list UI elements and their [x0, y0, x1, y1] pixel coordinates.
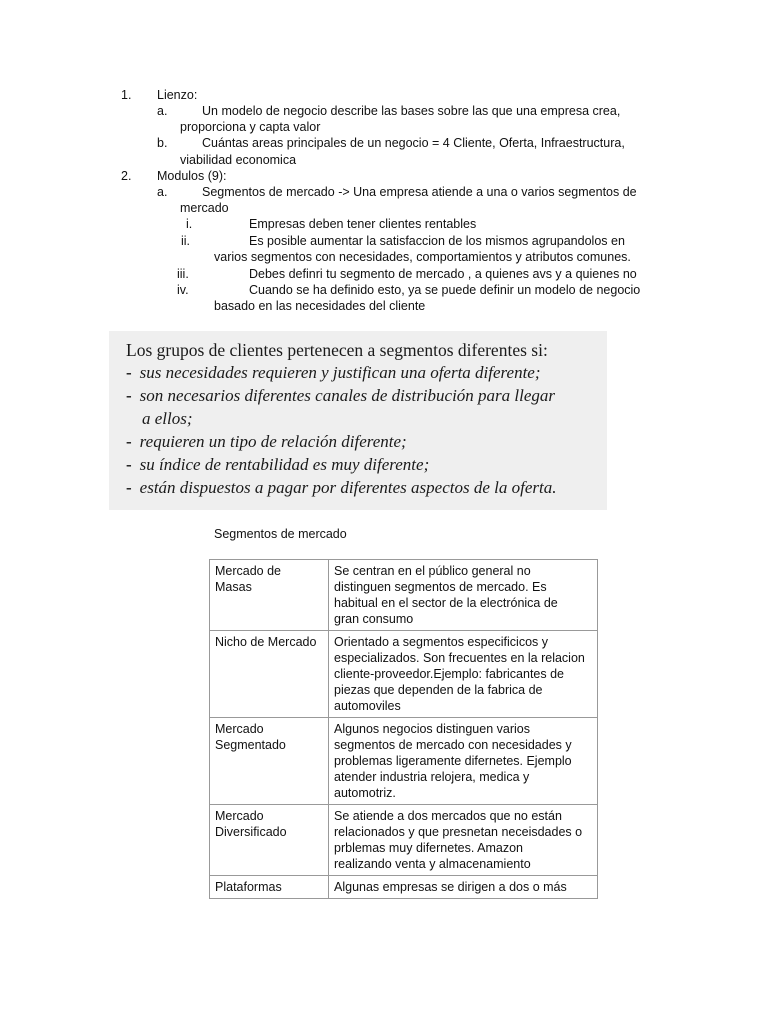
- list-number: a.: [157, 185, 168, 199]
- quote-bullet-2: - son necesarios diferentes canales de distribución para llegar: [126, 386, 556, 405]
- quote-bullet-1: - sus necesidades requieren y justifican una oferta diferente;: [126, 363, 541, 382]
- quote-box: [109, 331, 607, 510]
- segment-description-line: Orientado a segmentos especificicos y: [334, 635, 548, 649]
- segment-name-cell: [210, 631, 329, 718]
- list-text: Es posible aumentar la satisfaccion de los mismos agrupandolos en: [249, 234, 625, 248]
- segment-name-line: Mercado: [215, 722, 264, 736]
- list-text: Segmentos de mercado -> Una empresa atiende a una o varios segmentos de: [202, 185, 637, 199]
- segment-description-line: habitual en el sector de la electrónica de: [334, 596, 558, 610]
- segment-description-cell: [329, 805, 598, 876]
- list-number: 1.: [121, 88, 132, 102]
- list-text: Empresas deben tener clientes rentables: [249, 217, 477, 231]
- segment-name-cell: [210, 560, 329, 631]
- segment-description-line: automoviles: [334, 699, 401, 713]
- segment-description-line: prblemas muy difernetes. Amazon: [334, 841, 523, 855]
- segment-name-cell: [210, 805, 329, 876]
- segment-description-line: Algunas empresas se dirigen a dos o más: [334, 880, 567, 894]
- segment-description-line: problemas ligeramente difernetes. Ejemplo: [334, 754, 572, 768]
- segment-name-line: Mercado: [215, 809, 264, 823]
- segment-description-line: atender industria relojera, medica y: [334, 770, 530, 784]
- list-number: iv.: [177, 283, 189, 297]
- segment-name-line: Masas: [215, 580, 252, 594]
- segment-description-cell: [329, 560, 598, 631]
- list-text: proporciona y capta valor: [180, 120, 321, 134]
- segment-name-line: Mercado de: [215, 564, 282, 578]
- segment-description-line: especializados. Son frecuentes en la relacion: [334, 651, 585, 665]
- table-row: [210, 631, 598, 718]
- quote-title: Los grupos de clientes pertenecen a segmentos diferentes si:: [126, 340, 548, 360]
- segments-table: [209, 559, 598, 899]
- table-row: [210, 560, 598, 631]
- segment-description-line: automotriz.: [334, 786, 396, 800]
- list-number: ii.: [181, 234, 191, 248]
- segment-description-line: cliente-proveedor.Ejemplo: fabricantes de: [334, 667, 564, 681]
- list-text: Cuántas areas principales de un negocio = 4 Cliente, Oferta, Infraestructura,: [202, 136, 625, 150]
- list-number: b.: [157, 136, 168, 150]
- table-row: [210, 718, 598, 805]
- segment-description-line: piezas que dependen de la fabrica de: [334, 683, 543, 697]
- list-text: viabilidad economica: [180, 153, 297, 167]
- segment-description-line: realizando venta y almacenamiento: [334, 857, 531, 871]
- segment-name-line: Plataformas: [215, 880, 282, 894]
- segment-description-cell: [329, 718, 598, 805]
- list-number: i.: [186, 217, 193, 231]
- quote-bullet-4: - su índice de rentabilidad es muy diferente;: [126, 455, 430, 474]
- list-label: Modulos (9):: [157, 169, 227, 183]
- segment-name-cell: [210, 876, 329, 899]
- quote-bullet-5: - están dispuestos a pagar por diferentes aspectos de la oferta.: [126, 478, 557, 497]
- segment-description-line: distinguen segmentos de mercado. Es: [334, 580, 547, 594]
- table-row: [210, 876, 598, 899]
- segment-name-cell: [210, 718, 329, 805]
- segment-name-line: Segmentado: [215, 738, 286, 752]
- list-number: 2.: [121, 169, 132, 183]
- segment-description-line: gran consumo: [334, 612, 414, 626]
- segment-description-line: Se centran en el público general no: [334, 564, 531, 578]
- list-text: varios segmentos con necesidades, comportamientos y atributos comunes.: [214, 250, 631, 264]
- list-number: a.: [157, 104, 168, 118]
- list-text: Cuando se ha definido esto, ya se puede definir un modelo de negocio: [249, 283, 641, 297]
- list-label: Lienzo:: [157, 88, 198, 102]
- segment-description-line: Algunos negocios distinguen varios: [334, 722, 530, 736]
- segment-description-cell: [329, 631, 598, 718]
- segment-description-line: segmentos de mercado con necesidades y: [334, 738, 572, 752]
- segment-name-line: Diversificado: [215, 825, 287, 839]
- list-number: iii.: [177, 267, 189, 281]
- table-row: [210, 805, 598, 876]
- list-text: Debes definri tu segmento de mercado , a quienes avs y a quienes no: [249, 267, 637, 281]
- quote-bullet-3: - requieren un tipo de relación diferente;: [126, 432, 407, 451]
- list-text: basado en las necesidades del cliente: [214, 299, 426, 313]
- segment-name-line: Nicho de Mercado: [215, 635, 317, 649]
- list-text: mercado: [180, 201, 229, 215]
- segment-description-line: relacionados y que presnetan neceisdades o: [334, 825, 583, 839]
- table-caption: Segmentos de mercado: [214, 527, 347, 541]
- list-text: Un modelo de negocio describe las bases sobre las que una empresa crea,: [202, 104, 621, 118]
- segment-description-line: Se atiende a dos mercados que no están: [334, 809, 562, 823]
- segment-description-cell: [329, 876, 598, 899]
- quote-bullet-2-cont: a ellos;: [142, 409, 193, 428]
